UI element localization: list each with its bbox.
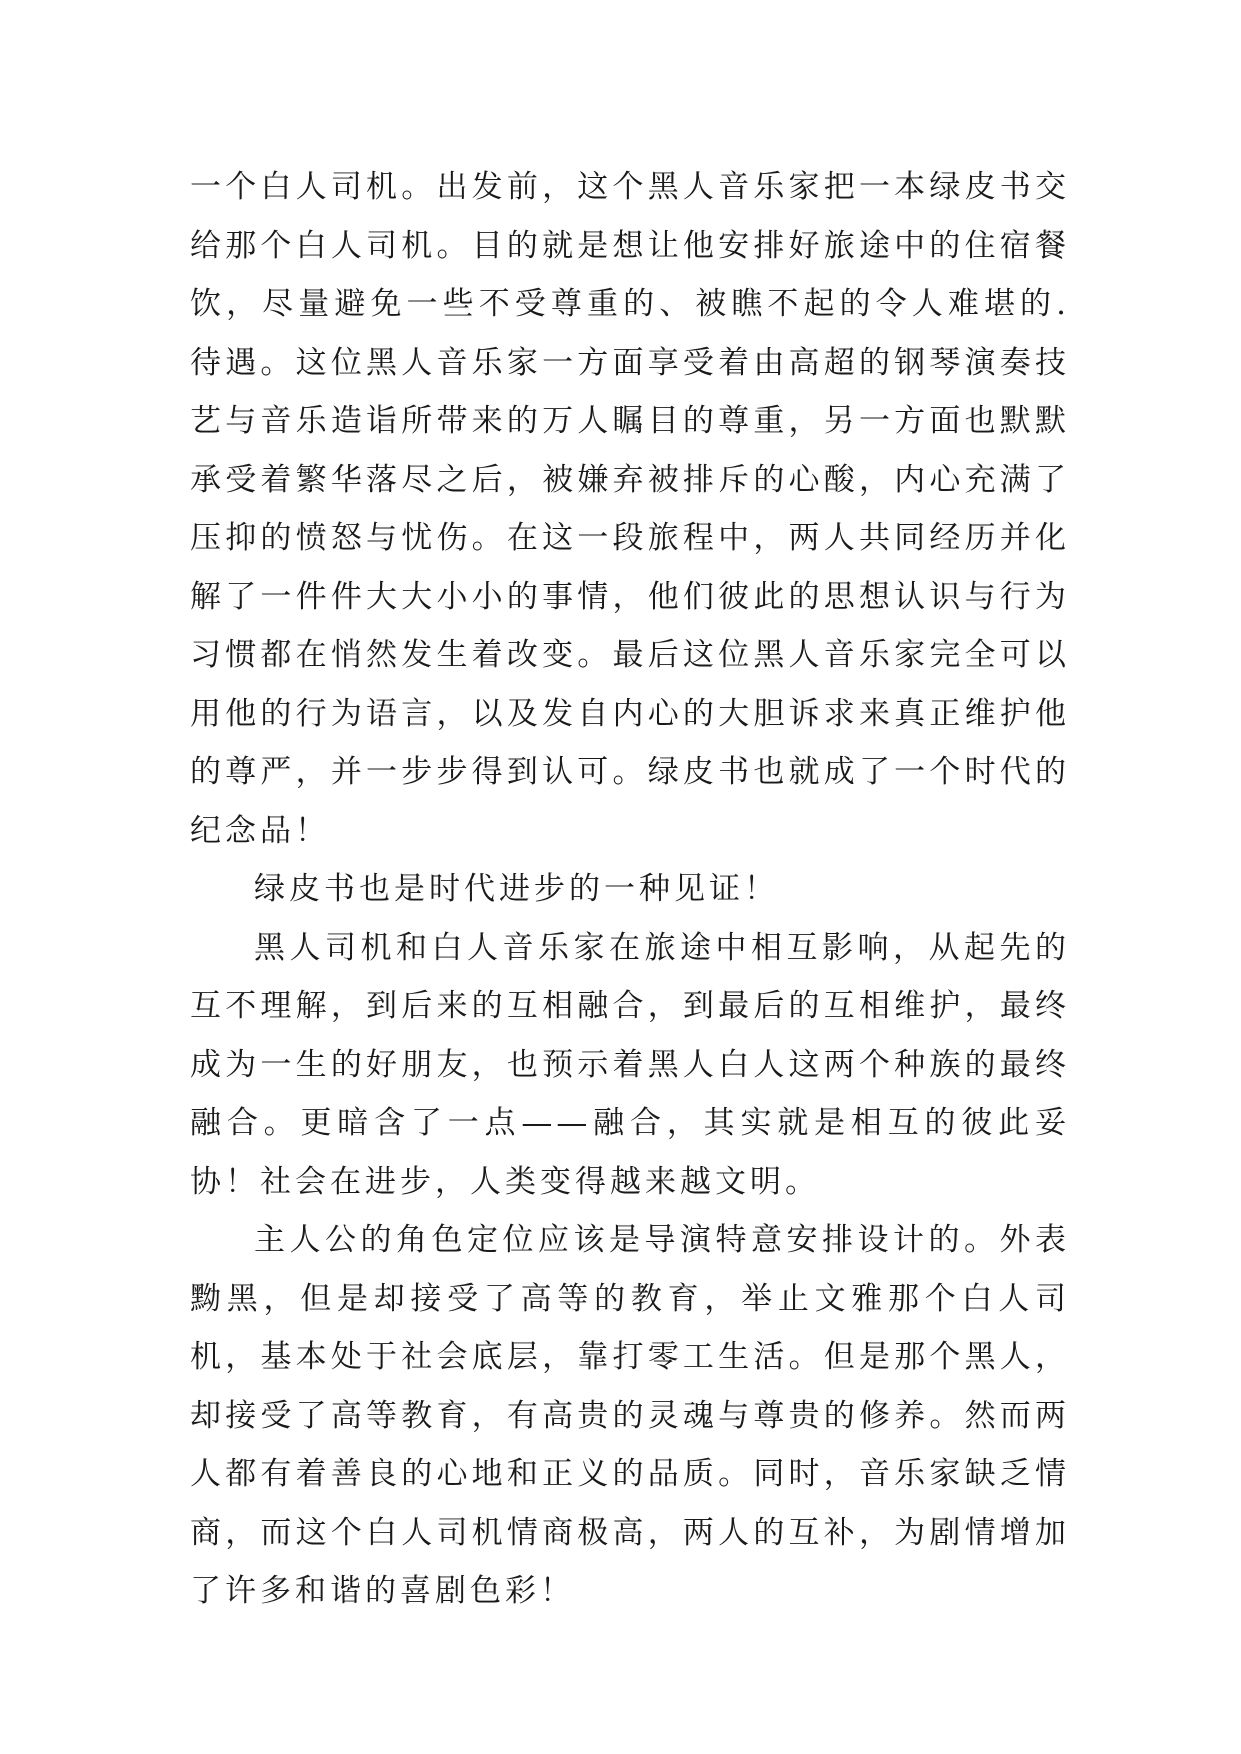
document-body (190, 158, 1070, 1621)
paragraph-green-book-witness: 绿皮书也是时代进步的一种见证！ (254, 871, 779, 907)
paragraph-continuation: 一个白人司机。出发前，这个黑人音乐家把一本绿皮书交给那个白人司机。目的就是想让他安排好旅途中的住宿餐饮，尽量避免一些不受尊重的、被瞧不起的令人难堪的.待遇。这位黑人音乐家一方面享受着由高超的钢琴演奏技艺与音乐造诣所带来的万人瞩目的尊重，另一方面也默默承受着繁华落尽之后，被嫌弃被排斥的心酸，内心充满了压抑的愤怒与忧伤。在这一段旅程中，两人共同经历并化解了一件件大大小小的事情，他们彼此的思想认识与行为习惯都在悄然发生着改变。最后这位黑人音乐家完全可以用他的行为语言，以及发自内心的大胆诉求来真正维护他的尊严，并一步步得到认可。绿皮书也就成了一个时代的纪念品！ (190, 169, 1070, 849)
paragraph-character-design: 主人公的角色定位应该是导演特意安排设计的。外表黝黑，但是却接受了高等的教育，举止文雅那个白人司机，基本处于社会底层，靠打零工生活。但是那个黑人，却接受了高等教育，有高贵的灵魂与尊贵的修养。然而两人都有着善良的心地和正义的品质。同时，音乐家缺乏情商，而这个白人司机情商极高，两人的互补，为剧情增加了许多和谐的喜剧色彩！ (190, 1222, 1070, 1609)
paragraph-mutual-influence: 黑人司机和白人音乐家在旅途中相互影响，从起先的互不理解，到后来的互相融合，到最后的互相维护，最终成为一生的好朋友，也预示着黑人白人这两个种族的最终融合。更暗含了一点——融合，其实就是相互的彼此妥协！社会在进步，人类变得越来越文明。 (190, 929, 1070, 1200)
